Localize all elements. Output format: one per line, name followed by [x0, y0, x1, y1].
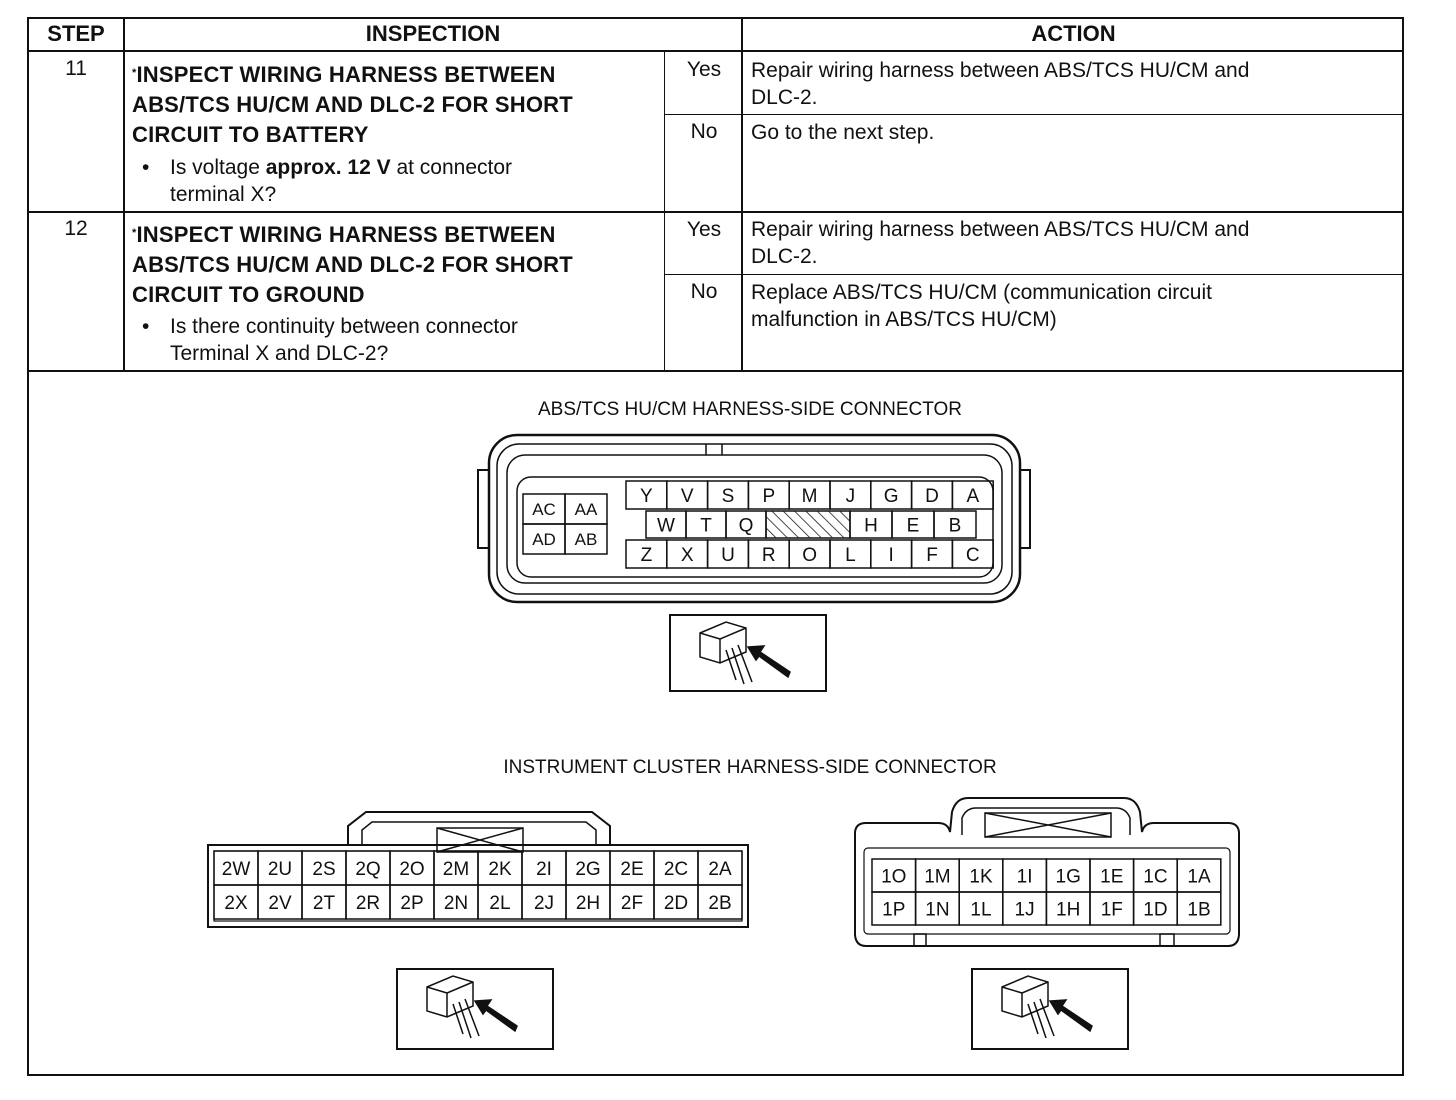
- terminal-label: 2A: [708, 858, 732, 880]
- question-value: approx. 12 V: [265, 156, 391, 179]
- title-line: ABS/TCS HU/CM AND DLC-2 FOR SHORT: [132, 92, 573, 117]
- action-line: Repair wiring harness between ABS/TCS HU/CM and: [751, 218, 1250, 241]
- cluster-right-view-icon: [972, 969, 1128, 1049]
- terminal-label: 1L: [970, 899, 992, 921]
- action-line: Replace ABS/TCS HU/CM (communication circuit: [751, 281, 1212, 304]
- terminal-label: 2G: [575, 858, 601, 880]
- terminal-label: 1I: [1016, 866, 1033, 888]
- action-line: malfunction in ABS/TCS HU/CM): [751, 308, 1057, 331]
- terminal-label: B: [948, 515, 962, 537]
- terminal-label: 2K: [488, 858, 512, 880]
- arrow-icon: [475, 1000, 517, 1031]
- action-line: Go to the next step.: [751, 121, 935, 144]
- terminal-label: 1D: [1143, 899, 1168, 921]
- terminal-label: W: [657, 515, 675, 537]
- terminal-label: F: [926, 544, 938, 566]
- terminal-label: 2H: [575, 892, 601, 914]
- terminal-label: 1A: [1187, 866, 1211, 888]
- connector-icon-edge: [427, 982, 473, 1017]
- terminal-label: D: [925, 485, 939, 507]
- terminal-label: X: [680, 544, 694, 566]
- bullet-icon: •: [142, 315, 150, 338]
- terminal-label: Y: [640, 485, 653, 507]
- abs-connector-caption: ABS/TCS HU/CM HARNESS-SIDE CONNECTOR: [537, 399, 963, 420]
- terminal-label: 2S: [312, 858, 336, 880]
- terminal-label: H: [864, 515, 878, 537]
- terminal-label: 2N: [443, 892, 469, 914]
- action-line: Repair wiring harness between ABS/TCS HU/CM and: [751, 59, 1250, 82]
- terminal-label: 2X: [224, 892, 248, 914]
- connector-icon-edge: [1002, 982, 1048, 1017]
- cluster-left-view-icon: [397, 969, 553, 1049]
- terminal-label: 1O: [881, 866, 907, 888]
- cluster-left-lock-cross: [437, 828, 523, 852]
- cluster-right-lock: [962, 808, 1130, 835]
- terminal-label: 2L: [489, 892, 511, 914]
- cluster-left-lock-inner: [362, 822, 596, 845]
- wire-icon: [1028, 999, 1054, 1038]
- title-line: CIRCUIT TO GROUND: [132, 282, 365, 307]
- terminal-label: 2J: [533, 892, 555, 914]
- terminal-label: 2U: [267, 858, 293, 880]
- question-text: at connector: [390, 156, 513, 179]
- terminal-label: AC: [532, 500, 556, 520]
- terminal-label: 1G: [1055, 866, 1081, 888]
- abs-right-latch: [1020, 470, 1030, 548]
- terminal-label: U: [721, 544, 735, 566]
- wire-icon: [453, 999, 479, 1038]
- terminal-label: A: [966, 485, 980, 507]
- abs-blank-hatched: [766, 511, 850, 538]
- asterisk-mark: *: [132, 67, 137, 79]
- terminal-label: 2B: [708, 892, 732, 914]
- terminal-label: AB: [574, 530, 598, 550]
- terminal-label: 1H: [1056, 899, 1081, 921]
- connector-icon: [700, 622, 746, 663]
- step-number: 12: [64, 217, 88, 240]
- terminal-label: 2M: [442, 858, 470, 880]
- view-icon-frame: [972, 969, 1128, 1049]
- terminal-label: 1M: [924, 866, 951, 888]
- terminal-label: J: [845, 485, 856, 507]
- terminal-label: O: [802, 544, 817, 566]
- terminal-label: 1F: [1100, 899, 1123, 921]
- terminal-label: 2Q: [355, 858, 381, 880]
- terminal-label: I: [888, 544, 894, 566]
- title-line: ABS/TCS HU/CM AND DLC-2 FOR SHORT: [132, 252, 573, 277]
- terminal-label: 2C: [663, 858, 689, 880]
- no-label: No: [690, 280, 718, 303]
- terminal-label: M: [801, 485, 818, 507]
- cluster-right-terminals: [872, 859, 1221, 925]
- terminal-label: V: [680, 485, 694, 507]
- cluster-right-feet: [914, 934, 1174, 946]
- asterisk-mark: *: [132, 227, 137, 239]
- yes-label: Yes: [686, 218, 722, 241]
- arrow-icon: [1050, 1000, 1092, 1031]
- abs-terminals: [523, 481, 993, 568]
- abs-terminal-cavity: [517, 477, 993, 577]
- abs-key: [706, 444, 722, 455]
- action-line: DLC-2.: [751, 245, 818, 268]
- question-text: terminal X?: [170, 183, 277, 206]
- question-text: Terminal X and DLC-2?: [170, 342, 389, 365]
- terminal-label: 2P: [400, 892, 424, 914]
- terminal-label: C: [965, 544, 980, 566]
- terminal-label: 2I: [536, 858, 552, 880]
- terminal-label: 1K: [969, 866, 993, 888]
- question-text: Is there continuity between connector: [170, 315, 518, 338]
- terminal-label: 2W: [221, 858, 251, 880]
- terminal-label: T: [700, 515, 712, 537]
- header-step: STEP: [47, 21, 105, 46]
- view-icon-frame: [397, 969, 553, 1049]
- terminal-label: G: [883, 485, 899, 507]
- terminal-label: 1C: [1143, 866, 1168, 888]
- terminal-label: Q: [738, 515, 754, 537]
- yes-label: Yes: [686, 58, 722, 81]
- header-action: ACTION: [1031, 21, 1116, 46]
- title-line: INSPECT WIRING HARNESS BETWEEN: [136, 62, 556, 87]
- terminal-label: P: [762, 485, 776, 507]
- cluster-connector-caption: INSTRUMENT CLUSTER HARNESS-SIDE CONNECTOR: [503, 757, 997, 778]
- terminal-label: Z: [640, 544, 653, 566]
- bullet-icon: •: [142, 156, 150, 179]
- terminal-label: 2V: [268, 892, 292, 914]
- terminal-label: 2E: [620, 858, 644, 880]
- arrow-icon: [748, 646, 790, 677]
- abs-connector: [478, 435, 1030, 602]
- connector-icon-edge: [700, 628, 746, 663]
- terminal-label: AD: [532, 530, 556, 550]
- wire-icon: [726, 645, 752, 684]
- terminal-label: 1N: [925, 899, 950, 921]
- abs-left-latch: [478, 470, 489, 548]
- cluster-left-terminals: [214, 851, 742, 919]
- terminal-label: 2R: [355, 892, 381, 914]
- terminal-label: 2D: [663, 892, 689, 914]
- action-line: DLC-2.: [751, 86, 818, 109]
- terminal-label: 2F: [620, 892, 644, 914]
- terminal-label: R: [761, 544, 776, 566]
- title-line: INSPECT WIRING HARNESS BETWEEN: [136, 222, 556, 247]
- question-text: Is voltage: [170, 156, 266, 179]
- terminal-label: L: [845, 544, 856, 566]
- terminal-label: 1E: [1100, 866, 1124, 888]
- header-inspection: INSPECTION: [365, 21, 501, 46]
- abs-view-icon: [670, 615, 826, 691]
- connector-icon: [1002, 976, 1048, 1017]
- connector-icon: [427, 976, 473, 1017]
- step-number: 11: [65, 57, 87, 80]
- terminal-label: 1P: [882, 899, 906, 921]
- terminal-label: 2O: [399, 858, 425, 880]
- terminal-label: 2T: [312, 892, 336, 914]
- no-label: No: [690, 120, 718, 143]
- cluster-right-lock-cross: [985, 813, 1111, 837]
- terminal-label: S: [721, 485, 735, 507]
- terminal-label: 1B: [1187, 899, 1211, 921]
- terminal-label: AA: [574, 500, 598, 520]
- view-icon-frame: [670, 615, 826, 691]
- terminal-label: 1J: [1014, 899, 1035, 921]
- terminal-label: E: [906, 515, 920, 537]
- title-line: CIRCUIT TO BATTERY: [132, 122, 369, 147]
